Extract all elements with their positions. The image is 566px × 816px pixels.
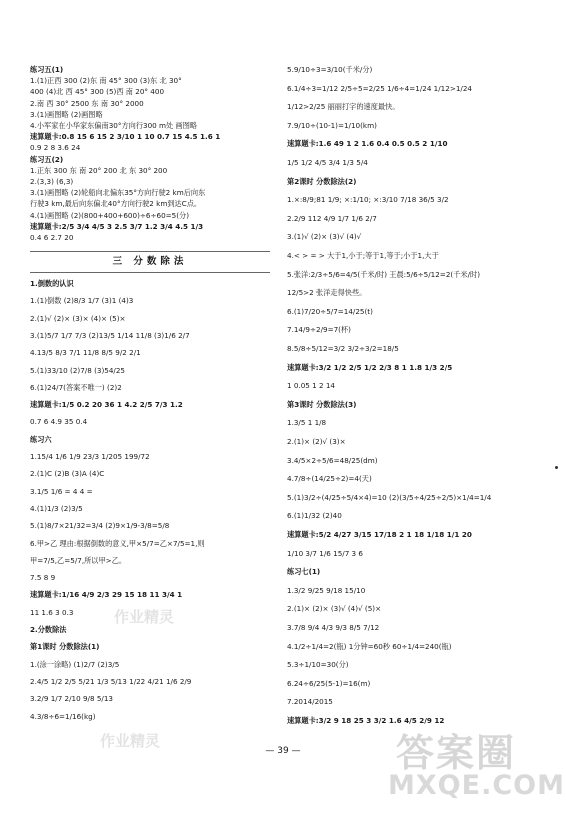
answer-line: 1.15/4 1/6 1/9 23/3 1/205 199/72 xyxy=(30,452,150,461)
answer-line: 5.(1)3/2÷(4/25÷5/4×4)=10 (2)(3/5÷4/25÷2/5)×1/4=1/4 xyxy=(287,492,492,502)
answer-line: 速算题卡:2/5 3/4 4/5 3 2.5 3/7 1.2 3/4 4.5 1/3 xyxy=(30,221,204,231)
answer-line: 练习五(2) xyxy=(30,154,64,164)
answer-line: 4.13/5 8/3 7/1 11/8 8/5 9/2 2/1 xyxy=(30,348,141,358)
answer-line: 1 0.05 1 2 14 xyxy=(287,381,336,391)
answer-line: 4.(1)1/3 (2)3/5 xyxy=(30,503,83,513)
answer-line: 速算题卡:1/5 0.2 20 36 1 4.2 2/5 7/3 1.2 xyxy=(30,400,183,410)
answer-line: 第2课时 分数除法(2) xyxy=(287,176,357,186)
answer-line: 4.1/2÷1/4=2(瓶) 1分钟=60秒 60÷1/4=240(瓶) xyxy=(287,641,452,651)
answer-line: 2.2/9 112 4/9 1/7 1/6 2/7 xyxy=(287,213,377,223)
answer-line: 0.9 2 8 3.6 24 xyxy=(30,143,81,153)
watermark-zuoye: 作业精灵 xyxy=(114,608,175,626)
answer-line: 6.(1)1/32 (2)40 xyxy=(287,511,342,521)
answer-line: 3.4/5×2÷5/6=48/25(dm) xyxy=(287,455,378,465)
answer-line: 练习五(1) xyxy=(30,65,64,74)
answer-line: 3.1/5 1/6 = 4 4 = xyxy=(30,486,93,496)
answer-line: 速算题卡:3/2 9 18 25 3 3/2 1.6 4/5 2/9 12 xyxy=(287,716,445,725)
answer-line: 1.正东 300 东 南 20° 200 北 东 30° 200 xyxy=(30,165,168,175)
answer-line: 3.(1)√ (2)× (3)√ (4)√ xyxy=(287,232,362,242)
answer-line: 3.2/9 1/7 2/10 9/8 5/13 xyxy=(30,694,113,704)
watermark-zuoye-2: 作业精灵 xyxy=(100,732,161,750)
answer-line: 6.甲>乙 理由:根据倒数的意义,甲×5/7=乙×7/5=1,则 xyxy=(30,538,205,548)
answer-line: 第3课时 分数除法(3) xyxy=(287,399,357,409)
watermark-url: MXQE.COM xyxy=(388,770,565,801)
answer-line: 行驶3 km,最后向东偏北40°方向行驶2 km到达C点。 xyxy=(30,199,202,209)
answer-line: 7.5 8 9 xyxy=(30,573,56,583)
answer-line: 4.小军家在小华家东偏南30°方向行300 m处 画图略 xyxy=(30,121,198,130)
answer-line: 5.张洋:2/3÷5/6=4/5(千米/时) 王晨:5/6÷5/12=2(千米/时) xyxy=(287,269,480,279)
answer-line: 1.(涂一涂略) (1)2/7 (2)3/5 xyxy=(30,659,120,669)
answer-line: 5.9/10÷3=3/10(千米/分) xyxy=(287,65,373,74)
page-number: — 39 — xyxy=(265,746,301,756)
answer-line: 1.3/5 1 1/8 xyxy=(287,418,327,428)
answer-line: 5.(1)33/10 (2)7/8 (3)54/25 xyxy=(30,365,125,375)
answer-line: 甲=7/5,乙=5/7,所以甲>乙。 xyxy=(30,555,127,565)
answer-line: 1.(1)正西 300 (2)东 南 45° 300 (3)东 北 30° xyxy=(30,76,182,86)
answer-line: 12/5>2 张洋走得快些。 xyxy=(287,288,367,298)
answer-line: 2.南 西 30° 2500 东 南 30° 2000 xyxy=(30,98,144,108)
answer-line: 速算题卡:3/2 1/2 2/5 1/2 2/3 8 1 1.8 1/3 2/5 xyxy=(287,362,453,372)
answer-line: 2.分数除法 xyxy=(30,625,67,634)
answer-line: 7.2014/2015 xyxy=(287,697,333,707)
answer-line: 400 (4)北 西 45° 300 (5)西 南 20° 400 xyxy=(30,87,165,97)
answer-line: 1.倒数的认识 xyxy=(30,279,74,288)
ink-dot xyxy=(555,466,558,469)
answer-line: 3.(1)画图略 (2)画图略 xyxy=(30,109,103,119)
answer-line: 4.(1)画图略 (2)(800+400+600)÷6÷60=5(分) xyxy=(30,210,190,220)
answer-line: 6.24÷6/25(5-1)=16(m) xyxy=(287,678,371,688)
answer-line: 速算题卡:1/16 4/9 2/3 29 15 18 11 3/4 1 xyxy=(30,590,183,600)
answer-line: 速算题卡:1.6 49 1 2 1.6 0.4 0.5 0.5 2 1/10 xyxy=(287,139,448,149)
answer-line: 6.1/4÷3=1/12 2/5÷5=2/25 1/6÷4=1/24 1/12>1/24 xyxy=(287,83,472,93)
answer-line: 5.(1)8/7×21/32=3/4 (2)9×1/9-3/8=5/8 xyxy=(30,521,170,531)
answer-line: 6.(1)24/7(答案不唯一) (2)2 xyxy=(30,382,122,392)
answer-line: 2.(1)× (2)× (3)√ (4)√ (5)× xyxy=(287,604,382,614)
answer-line: 5.3÷1/10=30(分) xyxy=(287,660,349,670)
answer-line: 1.3/2 9/25 9/18 15/10 xyxy=(287,585,366,595)
answer-line: 2.(1)√ (2)× (3)× (4)× (5)× xyxy=(30,313,126,323)
answer-line: 2.4/5 1/2 2/5 5/21 1/3 5/13 1/22 4/21 1/6 2/9 xyxy=(30,676,192,686)
answer-line: 2.(1)× (2)√ (3)× xyxy=(287,437,346,446)
answer-line: 8.5/8÷5/12=3/2 3/2÷3/2=18/5 xyxy=(287,344,399,353)
answer-line: 练习七(1) xyxy=(287,567,321,577)
answer-line: 4.3/8÷6=1/16(kg) xyxy=(30,711,96,721)
answer-line: 1.(1)倒数 (2)8/3 1/7 (3)1 (4)3 xyxy=(30,296,134,306)
answer-line: 11 1.6 3 0.3 xyxy=(30,607,74,617)
answer-line: 4.7/8÷(14/25÷2)=4(天) xyxy=(287,474,372,484)
answer-line: 3.7/8 9/4 4/3 9/3 8/5 7/12 xyxy=(287,623,380,632)
answer-line: 速算题卡:0.8 15 6 15 2 3/10 1 10 0.7 15 4.5 1.6 1 xyxy=(30,132,221,142)
answer-line: 4.< > = > 大于1,小于;等于1,等于;小于1,大于 xyxy=(287,251,439,260)
answer-line: 3.(1)5/7 1/7 7/3 (2)13/5 1/14 11/8 (3)1/6 2/7 xyxy=(30,330,190,340)
section-title: 三 分数除法 xyxy=(112,256,188,267)
answer-line: 第1课时 分数除法(1) xyxy=(30,642,100,652)
answer-line: 1.×:8/9;81 1/9; ×:1/10; ×:3/10 7/18 36/5 3/2 xyxy=(287,195,449,205)
answer-line: 0.4 6 2.7 20 xyxy=(30,233,74,242)
answer-line: 1/10 3/7 1/6 15/7 3 6 xyxy=(287,548,363,558)
answer-line: 1/12>2/25 丽丽打字的速度最快。 xyxy=(287,102,400,112)
answer-line: 2.(1)C (2)B (3)A (4)C xyxy=(30,469,105,479)
answer-line: 1/5 1/2 4/5 3/4 1/3 5/4 xyxy=(287,158,368,167)
answer-line: 6.(1)7/20÷5/7=14/25(t) xyxy=(287,306,373,316)
answer-line: 练习六 xyxy=(30,434,52,444)
answer-line: 2.(3,3) (6,3) xyxy=(30,177,74,186)
answer-line: 速算题卡:5/2 4/27 3/15 17/18 2 1 18 1/18 1/1 20 xyxy=(287,530,472,539)
section-rule-top xyxy=(30,251,270,252)
watermark-brand: 答案圈 xyxy=(396,731,517,775)
answer-line: 7.14/9÷2/9=7(杯) xyxy=(287,325,351,335)
section-rule-bottom xyxy=(30,272,270,273)
answer-line: 7.9/10÷(10-1)=1/10(km) xyxy=(287,120,377,130)
answer-line: 0.7 6 4.9 35 0.4 xyxy=(30,417,88,427)
answer-line: 3.(1)画图略 (2)轮船向北偏东35°方向行驶2 km后向东 xyxy=(30,188,206,198)
